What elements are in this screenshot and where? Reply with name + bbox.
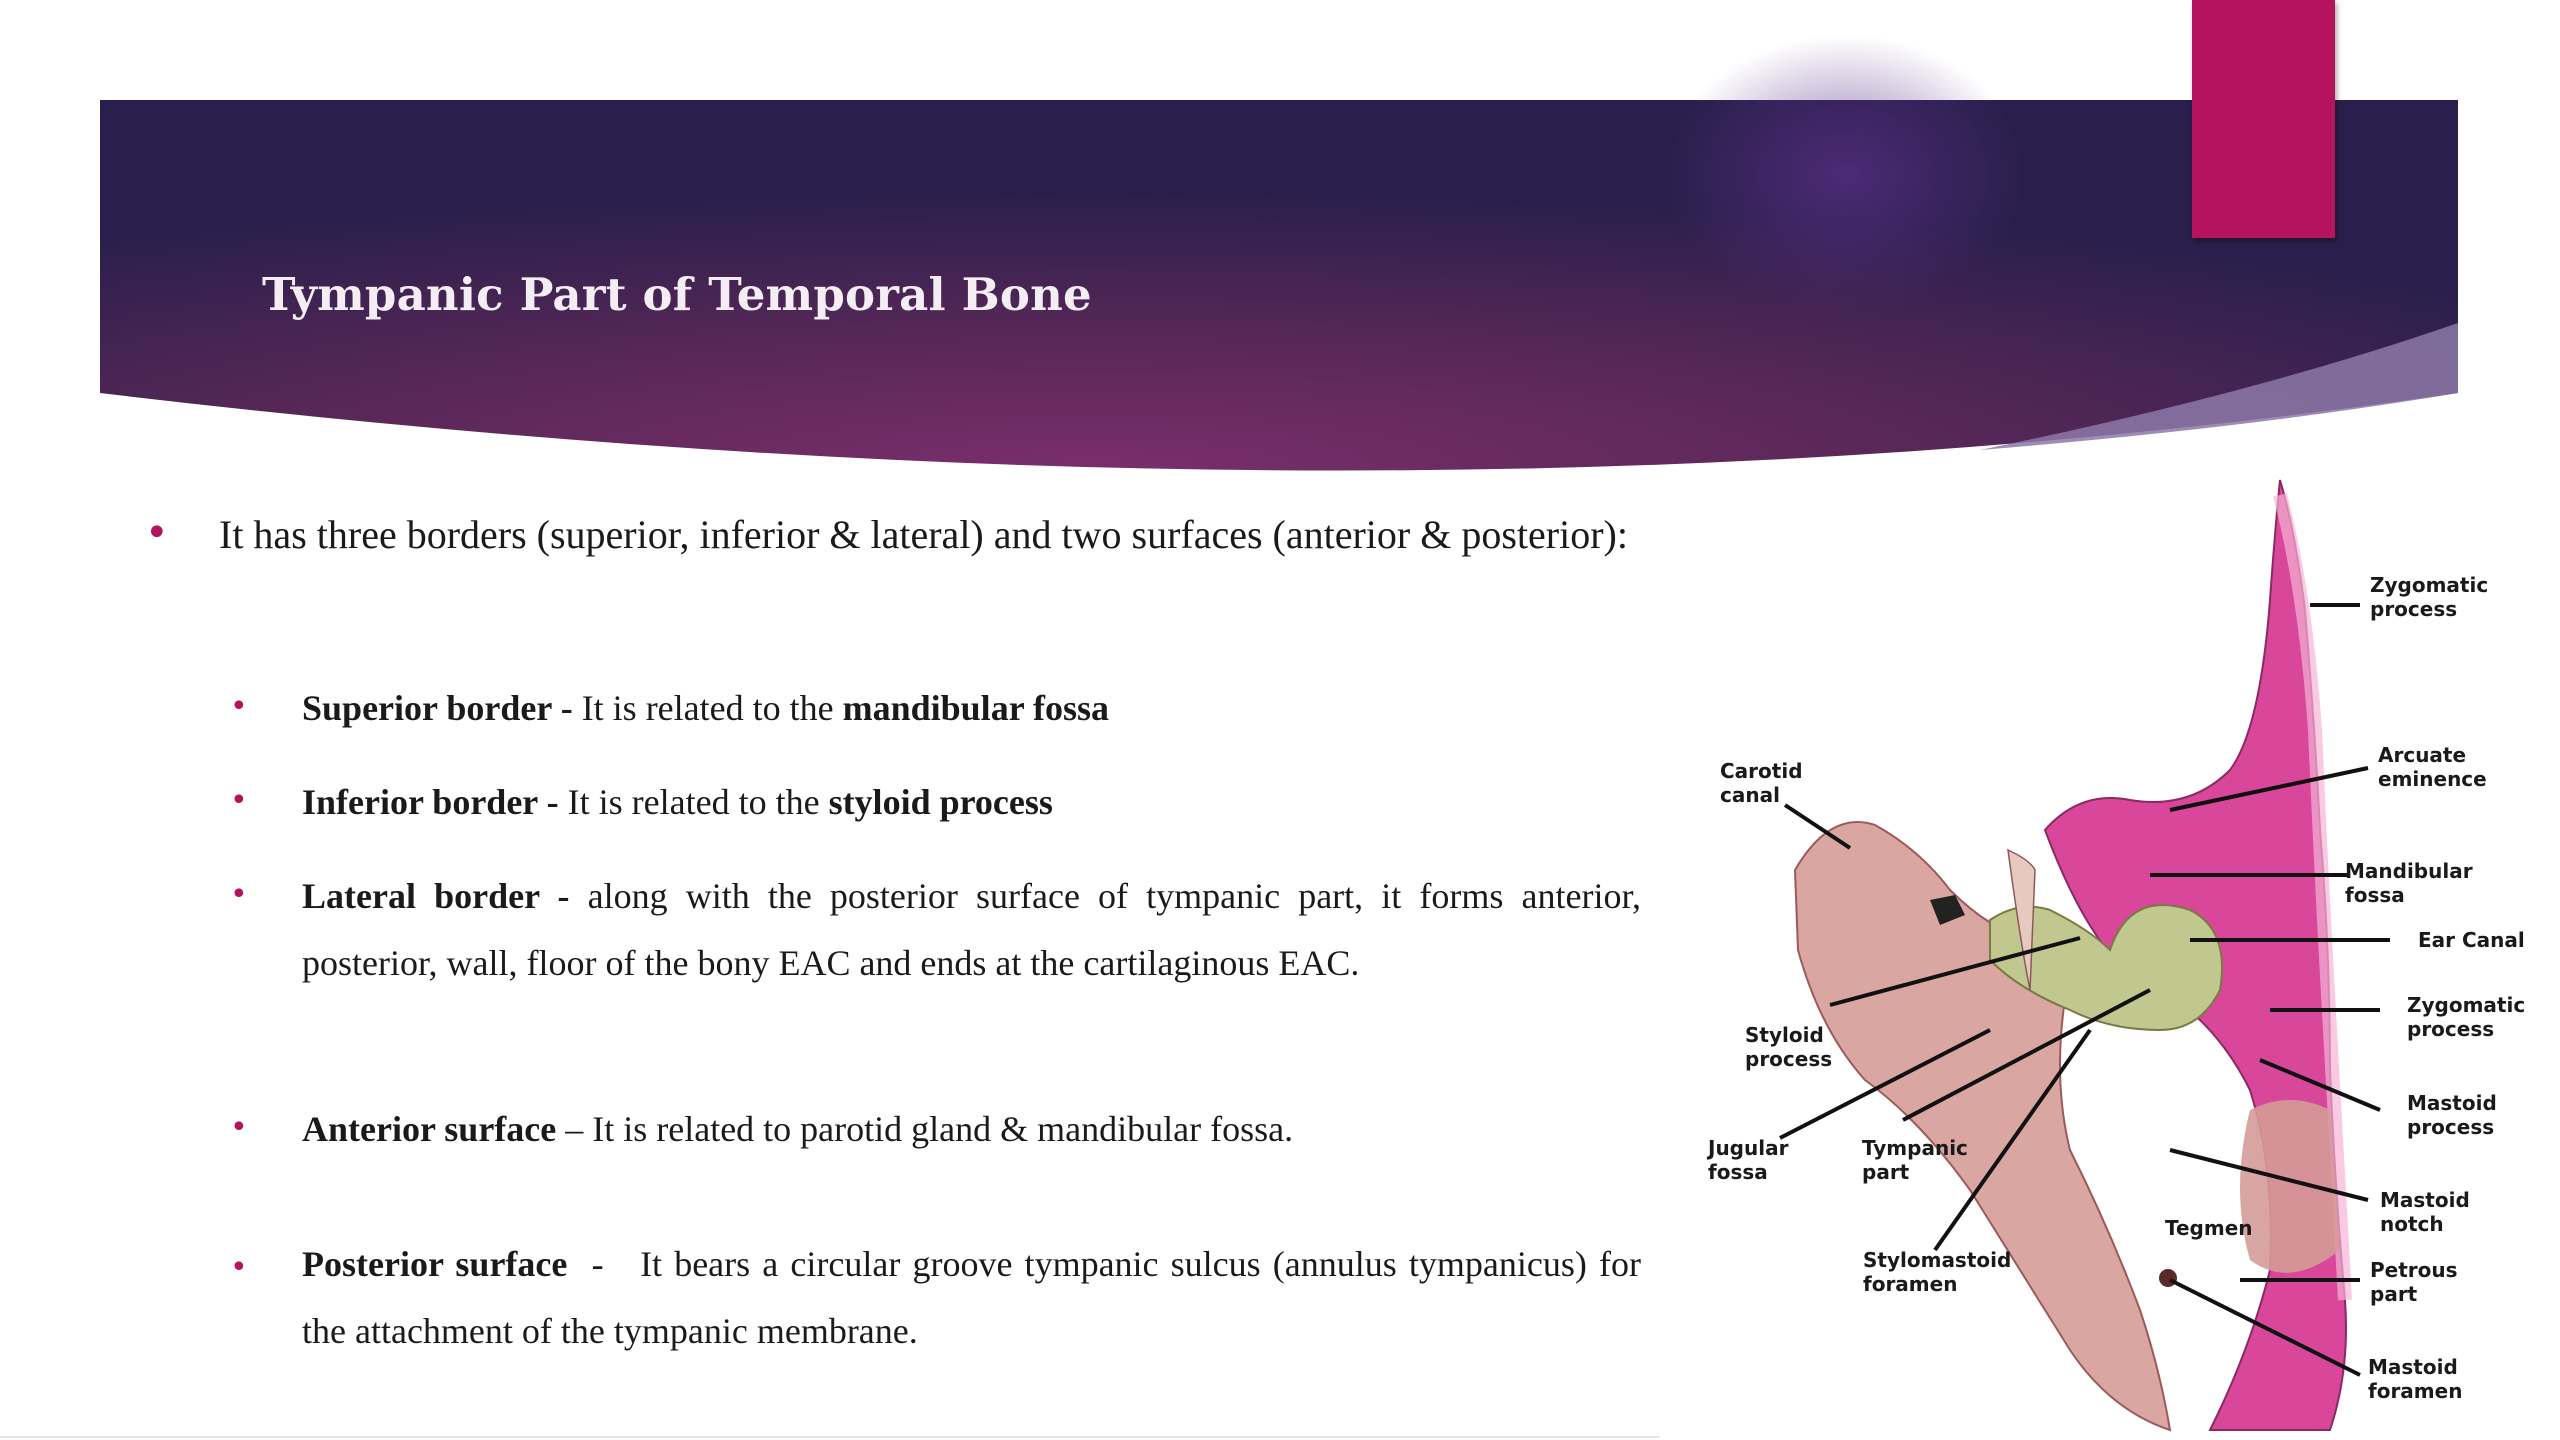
item-text: along with the posterior surface of tympanic part, it forms anterior, posterior, wall, floor of the bony EAC and ends at the cartilaginous EAC. <box>302 876 1641 983</box>
bullet-marker: • <box>230 1250 248 1285</box>
label-zygomatic-process-top: Zygomatic process <box>2370 573 2489 621</box>
item-separator: - <box>567 1244 641 1284</box>
bullet-marker: • <box>230 877 248 912</box>
label-tegmen: Tegmen <box>2165 1216 2253 1240</box>
label-mastoid-notch: Mastoid notch <box>2380 1188 2470 1236</box>
label-mandibular-fossa: Mandibular fossa <box>2345 859 2473 907</box>
bottom-divider <box>0 1436 1660 1438</box>
bullet-marker: • <box>230 689 248 724</box>
slide-title: Tympanic Part of Temporal Bone <box>262 268 1092 321</box>
item-term: Lateral border <box>302 876 540 916</box>
label-mastoid-process: Mastoid process <box>2407 1091 2497 1139</box>
label-styloid-process: Styloid process <box>1745 1023 1833 1071</box>
main-point-text: It has three borders (superior, inferior & lateral) and two surfaces (anterior & posterior): <box>219 512 1628 557</box>
superior-border-item <box>302 675 1641 742</box>
item-text: It is related to the <box>581 688 843 728</box>
label-stylomastoid-foramen: Stylomastoid foramen <box>1863 1248 2012 1296</box>
bullet-marker: • <box>145 510 169 556</box>
label-zygomatic-process-mid: Zygomatic process <box>2407 993 2526 1041</box>
bullet-marker: • <box>230 783 248 818</box>
item-term: Anterior surface <box>302 1109 557 1149</box>
item-term: Superior border <box>302 688 552 728</box>
item-separator: - <box>537 782 568 822</box>
lateral-border-item <box>302 863 1641 997</box>
inferior-border-item <box>302 769 1641 836</box>
bullet-marker: • <box>230 1110 248 1145</box>
item-text: It is related to parotid gland & mandibular fossa. <box>592 1109 1294 1149</box>
temporal-bone-figure <box>1690 470 2560 1440</box>
item-bold-tail: mandibular fossa <box>842 688 1110 728</box>
anterior-surface-item <box>302 1096 1641 1163</box>
label-ear-canal: Ear Canal <box>2418 928 2525 952</box>
label-mastoid-foramen: Mastoid foramen <box>2368 1355 2463 1403</box>
item-separator: - <box>539 876 588 916</box>
item-text: It bears a circular groove tympanic sulcus (annulus tympanicus) for the attachment of the tympanic membrane. <box>302 1244 1650 1351</box>
item-bold-tail: styloid process <box>828 782 1053 822</box>
label-petrous-part: Petrous part <box>2370 1258 2458 1306</box>
item-separator: - <box>551 688 582 728</box>
item-text: It is related to the <box>567 782 829 822</box>
label-tympanic-part: Tympanic part <box>1862 1136 1968 1184</box>
label-arcuate-eminence: Arcuate eminence <box>2378 743 2487 791</box>
item-term: Inferior border <box>302 782 538 822</box>
label-carotid-canal: Carotid canal <box>1720 759 1803 807</box>
item-term: Posterior surface <box>302 1244 568 1284</box>
item-separator: – <box>556 1109 593 1149</box>
posterior-surface-item <box>302 1231 1650 1365</box>
label-jugular-fossa: Jugular fossa <box>1708 1136 1789 1184</box>
